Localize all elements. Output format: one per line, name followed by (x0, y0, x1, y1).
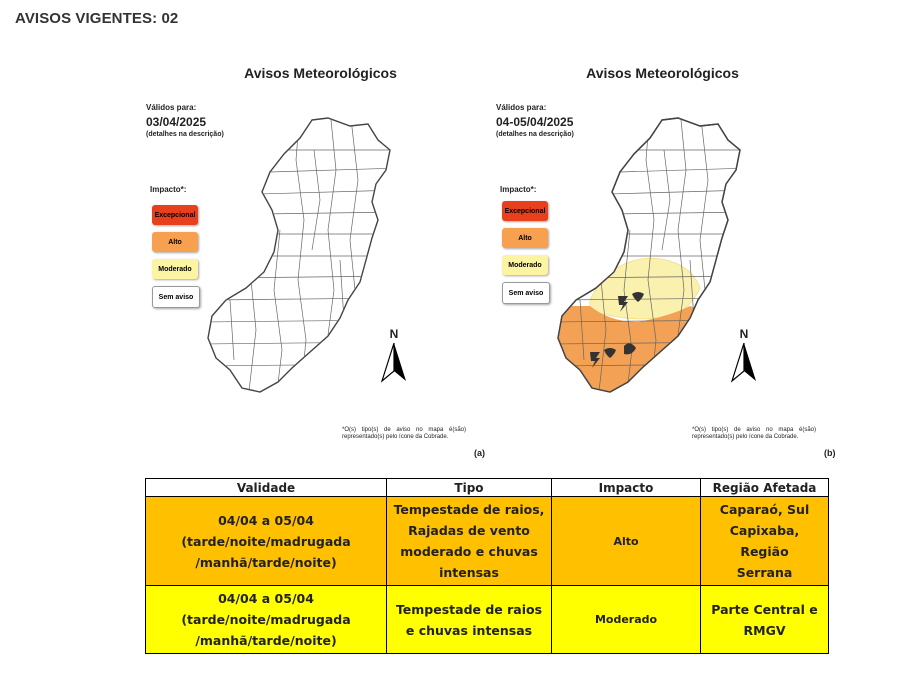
valid-label: Válidos para: (496, 103, 547, 112)
impact-label: Impacto*: (500, 185, 537, 194)
legend-alto: Alto (502, 228, 548, 248)
warnings-count-header: AVISOS VIGENTES: 02 (15, 10, 179, 27)
col-tipo: Tipo (387, 479, 552, 497)
validade-cell: 04/04 a 05/04 (tarde/noite/madrugada /manhã/tarde/noite) (146, 497, 387, 586)
legend-sem-aviso: Sem aviso (502, 282, 550, 304)
regiao-cell: Caparaó, Sul Capixaba, Região Serrana (701, 497, 829, 586)
north-arrow-icon (730, 341, 758, 383)
valid-note: (detalhes na descrição) (496, 131, 574, 138)
table-header-row (146, 479, 829, 497)
legend-moderado: Moderado (502, 255, 548, 275)
legend-sem-aviso: Sem aviso (152, 286, 200, 308)
north-arrow (380, 327, 408, 388)
regiao-cell: Parte Central e RMGV (701, 586, 829, 654)
validade-cell: 04/04 a 05/04 (tarde/noite/madrugada /manhã/tarde/noite) (146, 586, 387, 654)
table-row (146, 586, 829, 654)
valid-label: Válidos para: (146, 103, 197, 112)
state-map-warnings (550, 110, 745, 400)
map-footnote: *O(s) tipo(s) de aviso no mapa é(são) representado(s) pelo ícone da Cobrade. (692, 427, 816, 440)
legend-excepcional: Excepcional (502, 201, 548, 221)
panel-title: Avisos Meteorológicos (586, 65, 739, 81)
col-regiao: Região Afetada (701, 479, 829, 497)
impacto-cell: Moderado (552, 586, 701, 654)
map-panel-a (140, 55, 485, 465)
panel-tag: (a) (474, 448, 485, 458)
map-panel-b (490, 55, 835, 465)
north-label: N (389, 327, 399, 341)
valid-date: 04-05/04/2025 (496, 115, 574, 129)
impacto-cell: Alto (552, 497, 701, 586)
tipo-cell: Tempestade de raios, Rajadas de vento moderado e chuvas intensas (387, 497, 552, 586)
impact-label: Impacto*: (150, 185, 187, 194)
table-row (146, 497, 829, 586)
col-validade: Validade (146, 479, 387, 497)
legend-moderado: Moderado (152, 259, 198, 279)
col-impacto: Impacto (552, 479, 701, 497)
valid-note: (detalhes na descrição) (146, 131, 224, 138)
legend-excepcional: Excepcional (152, 205, 198, 225)
north-label: N (739, 327, 749, 341)
north-arrow (730, 327, 758, 388)
north-arrow-icon (380, 341, 408, 383)
tipo-cell: Tempestade de raios e chuvas intensas (387, 586, 552, 654)
warnings-table (145, 478, 829, 654)
panel-tag: (b) (824, 448, 836, 458)
panel-title: Avisos Meteorológicos (244, 65, 397, 81)
map-footnote: *O(s) tipo(s) de aviso no mapa é(são) representado(s) pelo ícone da Cobrade. (342, 427, 466, 440)
legend-alto: Alto (152, 232, 198, 252)
valid-date: 03/04/2025 (146, 115, 207, 129)
state-map (200, 110, 395, 400)
